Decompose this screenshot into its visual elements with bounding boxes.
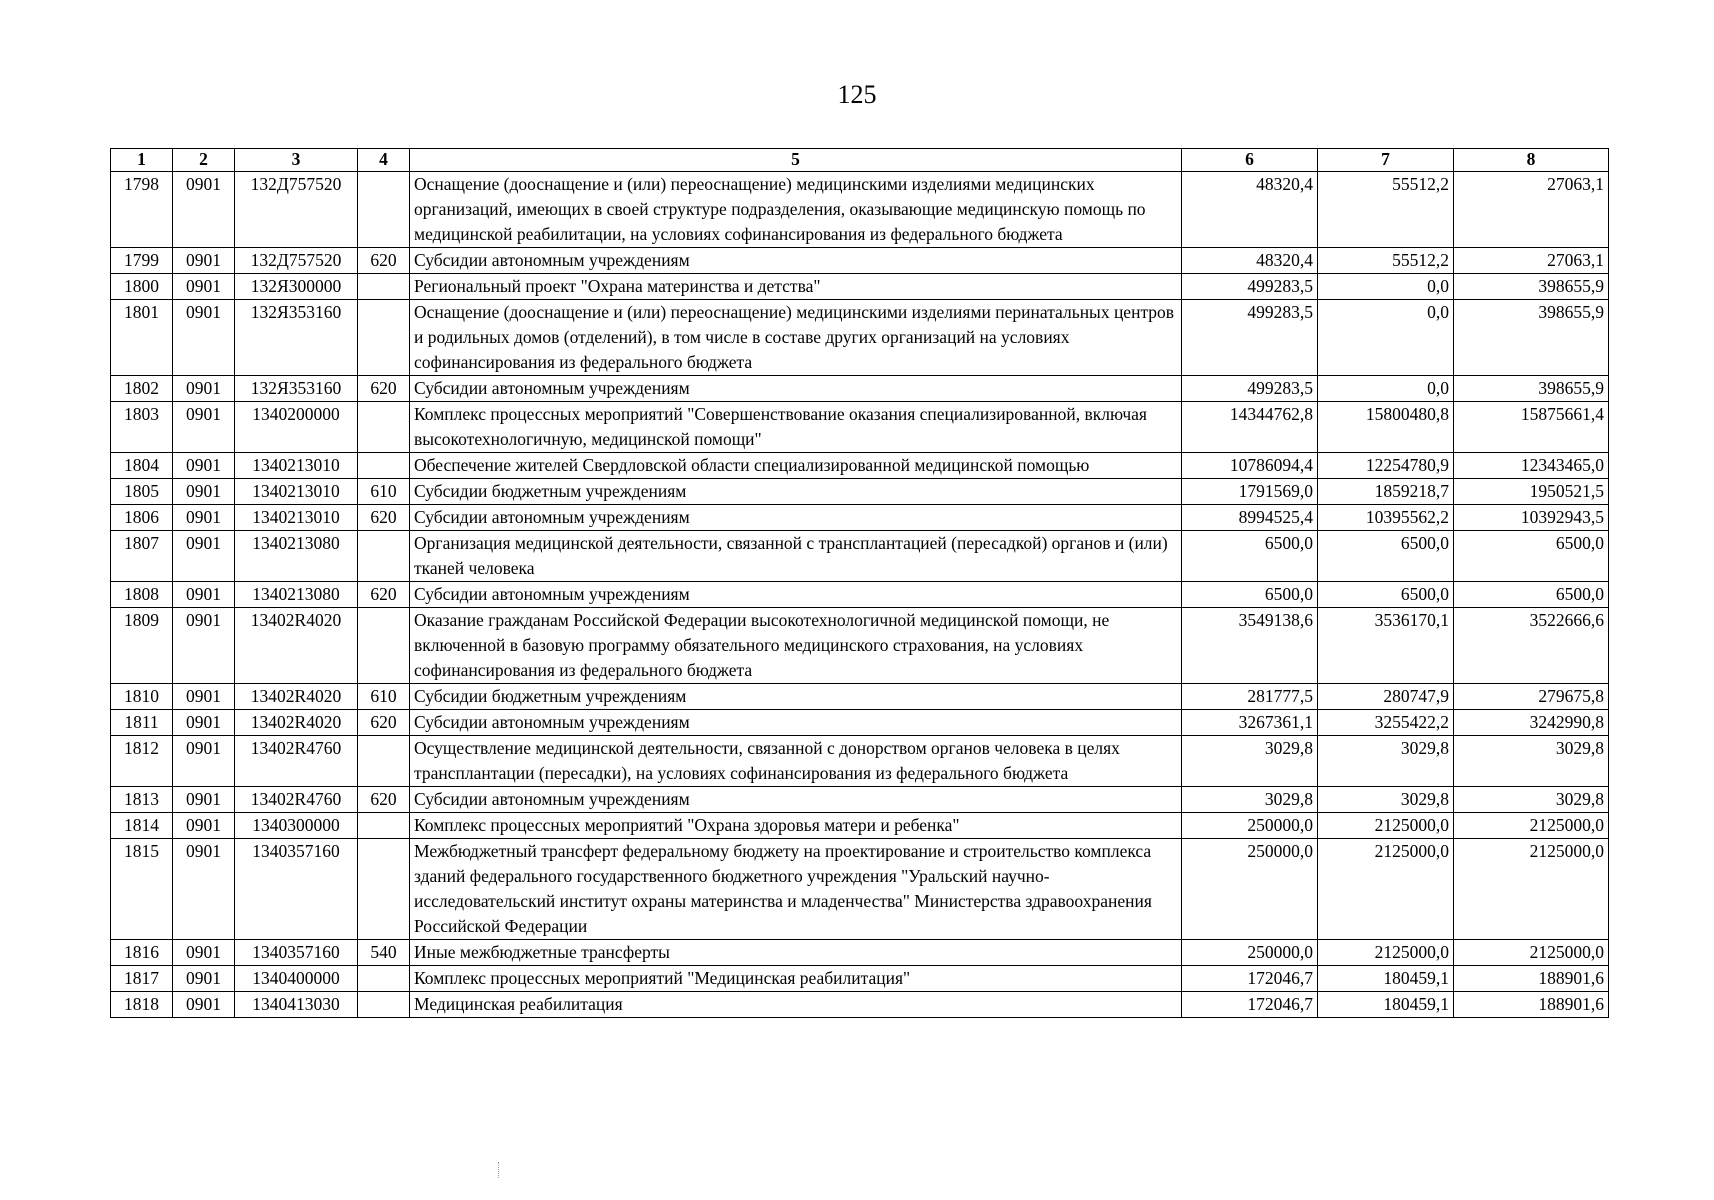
description-cell: Субсидии бюджетным учреждениям [410,479,1182,505]
amount-cell: 2125000,0 [1454,813,1609,839]
description-cell: Комплекс процессных мероприятий "Медицинская реабилитация" [410,966,1182,992]
section-cell: 0901 [173,966,235,992]
section-cell: 0901 [173,376,235,402]
amount-cell: 188901,6 [1454,992,1609,1018]
table-row [111,453,1609,479]
amount-cell: 6500,0 [1182,582,1318,608]
description-cell: Медицинская реабилитация [410,992,1182,1018]
table-row [111,376,1609,402]
amount-cell: 15800480,8 [1318,402,1454,453]
amount-cell: 3029,8 [1318,787,1454,813]
amount-cell: 3029,8 [1182,736,1318,787]
table-row [111,402,1609,453]
header-cell: 3 [235,149,358,172]
target-code-cell: 1340213010 [235,479,358,505]
row-number-cell: 1799 [111,248,173,274]
table-row [111,505,1609,531]
amount-cell: 6500,0 [1318,582,1454,608]
expense-type-cell [358,172,410,248]
amount-cell: 1859218,7 [1318,479,1454,505]
amount-cell: 3255422,2 [1318,710,1454,736]
row-number-cell: 1801 [111,300,173,376]
header-cell: 1 [111,149,173,172]
expense-type-cell: 620 [358,582,410,608]
amount-cell: 3536170,1 [1318,608,1454,684]
amount-cell: 281777,5 [1182,684,1318,710]
description-cell: Иные межбюджетные трансферты [410,940,1182,966]
row-number-cell: 1814 [111,813,173,839]
row-number-cell: 1816 [111,940,173,966]
table-row [111,813,1609,839]
target-code-cell: 132Д757520 [235,248,358,274]
description-cell: Организация медицинской деятельности, связанной с трансплантацией (пересадкой) органов и (или) тканей человека [410,531,1182,582]
amount-cell: 48320,4 [1182,248,1318,274]
target-code-cell: 1340213080 [235,531,358,582]
table-row [111,684,1609,710]
amount-cell: 55512,2 [1318,248,1454,274]
row-number-cell: 1803 [111,402,173,453]
target-code-cell: 132Д757520 [235,172,358,248]
amount-cell: 0,0 [1318,376,1454,402]
section-cell: 0901 [173,813,235,839]
target-code-cell: 1340300000 [235,813,358,839]
amount-cell: 250000,0 [1182,839,1318,940]
description-cell: Комплекс процессных мероприятий "Охрана здоровья матери и ребенка" [410,813,1182,839]
header-cell: 6 [1182,149,1318,172]
table-row [111,992,1609,1018]
target-code-cell: 13402R4020 [235,710,358,736]
amount-cell: 12254780,9 [1318,453,1454,479]
amount-cell: 15875661,4 [1454,402,1609,453]
row-number-cell: 1811 [111,710,173,736]
description-cell: Субсидии бюджетным учреждениям [410,684,1182,710]
amount-cell: 10395562,2 [1318,505,1454,531]
description-cell: Обеспечение жителей Свердловской области специализированной медицинской помощью [410,453,1182,479]
row-number-cell: 1805 [111,479,173,505]
amount-cell: 3029,8 [1318,736,1454,787]
row-number-cell: 1798 [111,172,173,248]
expense-type-cell [358,966,410,992]
expense-type-cell [358,402,410,453]
expense-type-cell [358,453,410,479]
amount-cell: 14344762,8 [1182,402,1318,453]
amount-cell: 6500,0 [1318,531,1454,582]
expense-type-cell: 620 [358,787,410,813]
target-code-cell: 1340357160 [235,940,358,966]
amount-cell: 3267361,1 [1182,710,1318,736]
table-row [111,710,1609,736]
amount-cell: 48320,4 [1182,172,1318,248]
amount-cell: 279675,8 [1454,684,1609,710]
section-cell: 0901 [173,582,235,608]
expense-type-cell [358,839,410,940]
section-cell: 0901 [173,992,235,1018]
amount-cell: 2125000,0 [1318,813,1454,839]
amount-cell: 280747,9 [1318,684,1454,710]
amount-cell: 8994525,4 [1182,505,1318,531]
table-row [111,966,1609,992]
row-number-cell: 1813 [111,787,173,813]
amount-cell: 2125000,0 [1318,839,1454,940]
amount-cell: 6500,0 [1182,531,1318,582]
description-cell: Межбюджетный трансферт федеральному бюджету на проектирование и строительство комплекса зданий федерального государственного бюджетного учреждения "Уральский научно-исследовательский институт охраны материнства и младенчества" Министерства здравоохранения Российской Федерации [410,839,1182,940]
row-number-cell: 1802 [111,376,173,402]
amount-cell: 398655,9 [1454,376,1609,402]
row-number-cell: 1804 [111,453,173,479]
expense-type-cell [358,608,410,684]
row-number-cell: 1810 [111,684,173,710]
expense-type-cell: 620 [358,505,410,531]
table-row [111,787,1609,813]
section-cell: 0901 [173,940,235,966]
row-number-cell: 1808 [111,582,173,608]
expense-type-cell: 540 [358,940,410,966]
table-row [111,248,1609,274]
section-cell: 0901 [173,402,235,453]
target-code-cell: 1340413030 [235,992,358,1018]
description-cell: Региональный проект "Охрана материнства и детства" [410,274,1182,300]
amount-cell: 0,0 [1318,300,1454,376]
row-number-cell: 1800 [111,274,173,300]
table-row [111,839,1609,940]
target-code-cell: 13402R4760 [235,736,358,787]
amount-cell: 398655,9 [1454,300,1609,376]
expense-type-cell: 610 [358,684,410,710]
amount-cell: 1791569,0 [1182,479,1318,505]
amount-cell: 12343465,0 [1454,453,1609,479]
amount-cell: 6500,0 [1454,582,1609,608]
amount-cell: 2125000,0 [1454,940,1609,966]
amount-cell: 10786094,4 [1182,453,1318,479]
amount-cell: 27063,1 [1454,248,1609,274]
row-number-cell: 1817 [111,966,173,992]
expense-type-cell: 620 [358,248,410,274]
description-cell: Субсидии автономным учреждениям [410,787,1182,813]
section-cell: 0901 [173,684,235,710]
target-code-cell: 132Я353160 [235,300,358,376]
section-cell: 0901 [173,608,235,684]
header-cell: 4 [358,149,410,172]
amount-cell: 3029,8 [1454,787,1609,813]
amount-cell: 10392943,5 [1454,505,1609,531]
table-body [111,172,1609,1018]
target-code-cell: 1340213010 [235,505,358,531]
amount-cell: 1950521,5 [1454,479,1609,505]
amount-cell: 3522666,6 [1454,608,1609,684]
page-number: 125 [837,80,877,109]
target-code-cell: 13402R4760 [235,787,358,813]
table-row [111,300,1609,376]
amount-cell: 250000,0 [1182,813,1318,839]
amount-cell: 3242990,8 [1454,710,1609,736]
section-cell: 0901 [173,274,235,300]
amount-cell: 2125000,0 [1454,839,1609,940]
amount-cell: 0,0 [1318,274,1454,300]
amount-cell: 55512,2 [1318,172,1454,248]
description-cell: Оснащение (дооснащение и (или) переоснащение) медицинскими изделиями перинатальных центров и родильных домов (отделений), в том числе в составе других организаций на условиях софинансирования из федерального бюджета [410,300,1182,376]
section-cell: 0901 [173,839,235,940]
table-row [111,608,1609,684]
section-cell: 0901 [173,710,235,736]
table-row [111,531,1609,582]
target-code-cell: 1340400000 [235,966,358,992]
row-number-cell: 1815 [111,839,173,940]
description-cell: Субсидии автономным учреждениям [410,248,1182,274]
section-cell: 0901 [173,172,235,248]
target-code-cell: 1340213010 [235,453,358,479]
amount-cell: 172046,7 [1182,992,1318,1018]
section-cell: 0901 [173,736,235,787]
expense-type-cell: 620 [358,710,410,736]
budget-table [110,148,1609,1018]
header-row [111,149,1609,172]
expense-type-cell [358,274,410,300]
description-cell: Комплекс процессных мероприятий "Совершенствование оказания специализированной, включая высокотехнологичную, медицинской помощи" [410,402,1182,453]
header-cell: 5 [410,149,1182,172]
amount-cell: 172046,7 [1182,966,1318,992]
amount-cell: 3029,8 [1454,736,1609,787]
target-code-cell: 1340213080 [235,582,358,608]
description-cell: Оказание гражданам Российской Федерации высокотехнологичной медицинской помощи, не включенной в базовую программу обязательного медицинского страхования, на условиях софинансирования из федерального бюджета [410,608,1182,684]
amount-cell: 499283,5 [1182,376,1318,402]
target-code-cell: 13402R4020 [235,608,358,684]
section-cell: 0901 [173,531,235,582]
amount-cell: 27063,1 [1454,172,1609,248]
table-row [111,736,1609,787]
description-cell: Осуществление медицинской деятельности, связанной с донорством органов человека в целях трансплантации (пересадки), на условиях софинансирования из федерального бюджета [410,736,1182,787]
expense-type-cell: 610 [358,479,410,505]
scan-artifact [498,1162,501,1178]
expense-type-cell [358,813,410,839]
section-cell: 0901 [173,505,235,531]
target-code-cell: 1340200000 [235,402,358,453]
expense-type-cell: 620 [358,376,410,402]
section-cell: 0901 [173,300,235,376]
description-cell: Субсидии автономным учреждениям [410,582,1182,608]
target-code-cell: 1340357160 [235,839,358,940]
row-number-cell: 1812 [111,736,173,787]
table-row [111,274,1609,300]
row-number-cell: 1818 [111,992,173,1018]
target-code-cell: 132Я300000 [235,274,358,300]
amount-cell: 398655,9 [1454,274,1609,300]
description-cell: Субсидии автономным учреждениям [410,376,1182,402]
amount-cell: 3029,8 [1182,787,1318,813]
table-row [111,172,1609,248]
target-code-cell: 132Я353160 [235,376,358,402]
amount-cell: 188901,6 [1454,966,1609,992]
description-cell: Субсидии автономным учреждениям [410,710,1182,736]
row-number-cell: 1806 [111,505,173,531]
amount-cell: 180459,1 [1318,966,1454,992]
table-row [111,940,1609,966]
expense-type-cell [358,531,410,582]
expense-type-cell [358,992,410,1018]
row-number-cell: 1809 [111,608,173,684]
amount-cell: 6500,0 [1454,531,1609,582]
expense-type-cell [358,300,410,376]
amount-cell: 180459,1 [1318,992,1454,1018]
table-row [111,479,1609,505]
header-cell: 2 [173,149,235,172]
target-code-cell: 13402R4020 [235,684,358,710]
amount-cell: 3549138,6 [1182,608,1318,684]
description-cell: Оснащение (дооснащение и (или) переоснащение) медицинскими изделиями медицинских организаций, имеющих в своей структуре подразделения, оказывающие медицинскую помощь по медицинской реабилитации, на условиях софинансирования из федерального бюджета [410,172,1182,248]
section-cell: 0901 [173,453,235,479]
section-cell: 0901 [173,787,235,813]
amount-cell: 2125000,0 [1318,940,1454,966]
header-cell: 8 [1454,149,1609,172]
section-cell: 0901 [173,248,235,274]
section-cell: 0901 [173,479,235,505]
amount-cell: 250000,0 [1182,940,1318,966]
amount-cell: 499283,5 [1182,300,1318,376]
expense-type-cell [358,736,410,787]
amount-cell: 499283,5 [1182,274,1318,300]
header-cell: 7 [1318,149,1454,172]
row-number-cell: 1807 [111,531,173,582]
table-row [111,582,1609,608]
description-cell: Субсидии автономным учреждениям [410,505,1182,531]
